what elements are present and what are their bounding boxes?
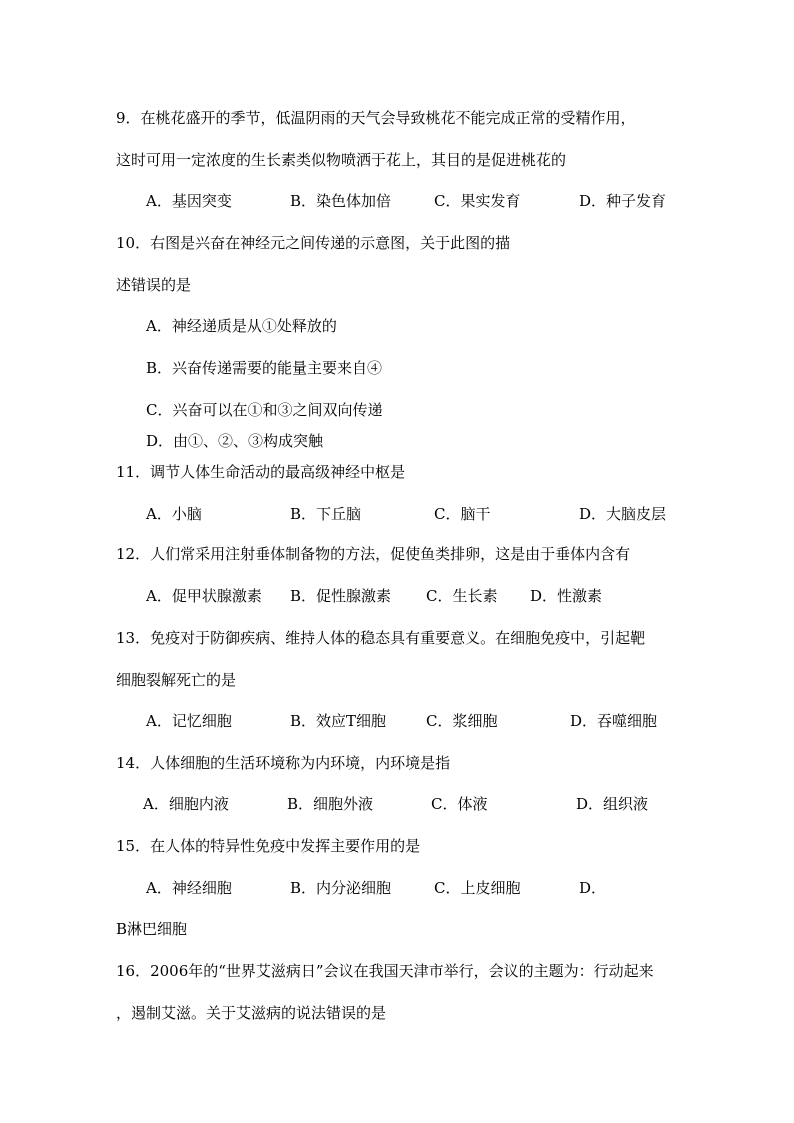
- q14-option-d: D．组织液: [576, 795, 649, 813]
- q15-stem: 15．在人体的特异性免疫中发挥主要作用的是: [116, 837, 421, 855]
- q10-stem-line2: 述错误的是: [116, 276, 192, 294]
- q15-option-b: B．内分泌细胞: [290, 879, 392, 897]
- q9-option-a: A．基因突变: [146, 192, 232, 210]
- q11-option-b: B．下丘脑: [290, 505, 362, 523]
- q9-option-b: B．染色体加倍: [290, 192, 392, 210]
- q10-option-d: D．由①、②、③构成突触: [146, 432, 324, 450]
- q13-option-c: C．浆细胞: [426, 712, 498, 730]
- q13-stem-line2: 细胞裂解死亡的是: [116, 671, 237, 689]
- q12-option-a: A．促甲状腺激素: [146, 587, 262, 605]
- q13-option-a: A．记忆细胞: [146, 712, 232, 730]
- q12-option-d: D．性激素: [530, 587, 603, 605]
- q15-option-d: D．: [579, 879, 607, 897]
- q9-option-d: D．种子发育: [579, 192, 667, 210]
- q15-option-d-continued: B淋巴细胞: [116, 920, 188, 938]
- q16-stem-line1: 16．2006年的“世界艾滋病日”会议在我国天津市举行，会议的主题为：行动起来: [116, 962, 654, 980]
- q13-stem-line1: 13．免疫对于防御疾病、维持人体的稳态具有重要意义。在细胞免疫中，引起靶: [116, 629, 646, 647]
- q11-option-d: D．大脑皮层: [579, 505, 667, 523]
- q16-stem-line2: ，遏制艾滋。关于艾滋病的说法错误的是: [116, 1004, 387, 1022]
- q12-stem: 12．人们常采用注射垂体制备物的方法，促使鱼类排卵，这是由于垂体内含有: [116, 545, 631, 563]
- q10-stem-line1: 10．右图是兴奋在神经元之间传递的示意图，关于此图的描: [116, 234, 511, 252]
- q10-option-b: B．兴奋传递需要的能量主要来自④: [146, 359, 383, 377]
- q11-option-a: A．小脑: [146, 505, 202, 523]
- q9-stem-line2: 这时可用一定浓度的生长素类似物喷洒于花上，其目的是促进桃花的: [116, 151, 567, 169]
- q9-option-c: C．果实发育: [434, 192, 521, 210]
- q10-option-a: A．神经递质是从①处释放的: [146, 317, 337, 335]
- q14-option-a: A．细胞内液: [143, 795, 229, 813]
- q14-option-b: B．细胞外液: [287, 795, 374, 813]
- q9-stem-line1: 9．在桃花盛开的季节，低温阴雨的天气会导致桃花不能完成正常的受精作用，: [116, 109, 636, 127]
- q12-option-b: B．促性腺激素: [290, 587, 392, 605]
- q14-option-c: C．体液: [431, 795, 488, 813]
- q13-option-b: B．效应T细胞: [290, 712, 387, 730]
- q15-option-c: C．上皮细胞: [434, 879, 521, 897]
- q10-option-c: C．兴奋可以在①和③之间双向传递: [146, 401, 383, 419]
- q13-option-d: D．吞噬细胞: [570, 712, 658, 730]
- q11-stem: 11．调节人体生命活动的最高级神经中枢是: [116, 463, 406, 481]
- q11-option-c: C．脑干: [434, 505, 491, 523]
- q15-option-a: A．神经细胞: [146, 879, 232, 897]
- q12-option-c: C．生长素: [426, 587, 498, 605]
- q14-stem: 14．人体细胞的生活环境称为内环境，内环境是指: [116, 754, 451, 772]
